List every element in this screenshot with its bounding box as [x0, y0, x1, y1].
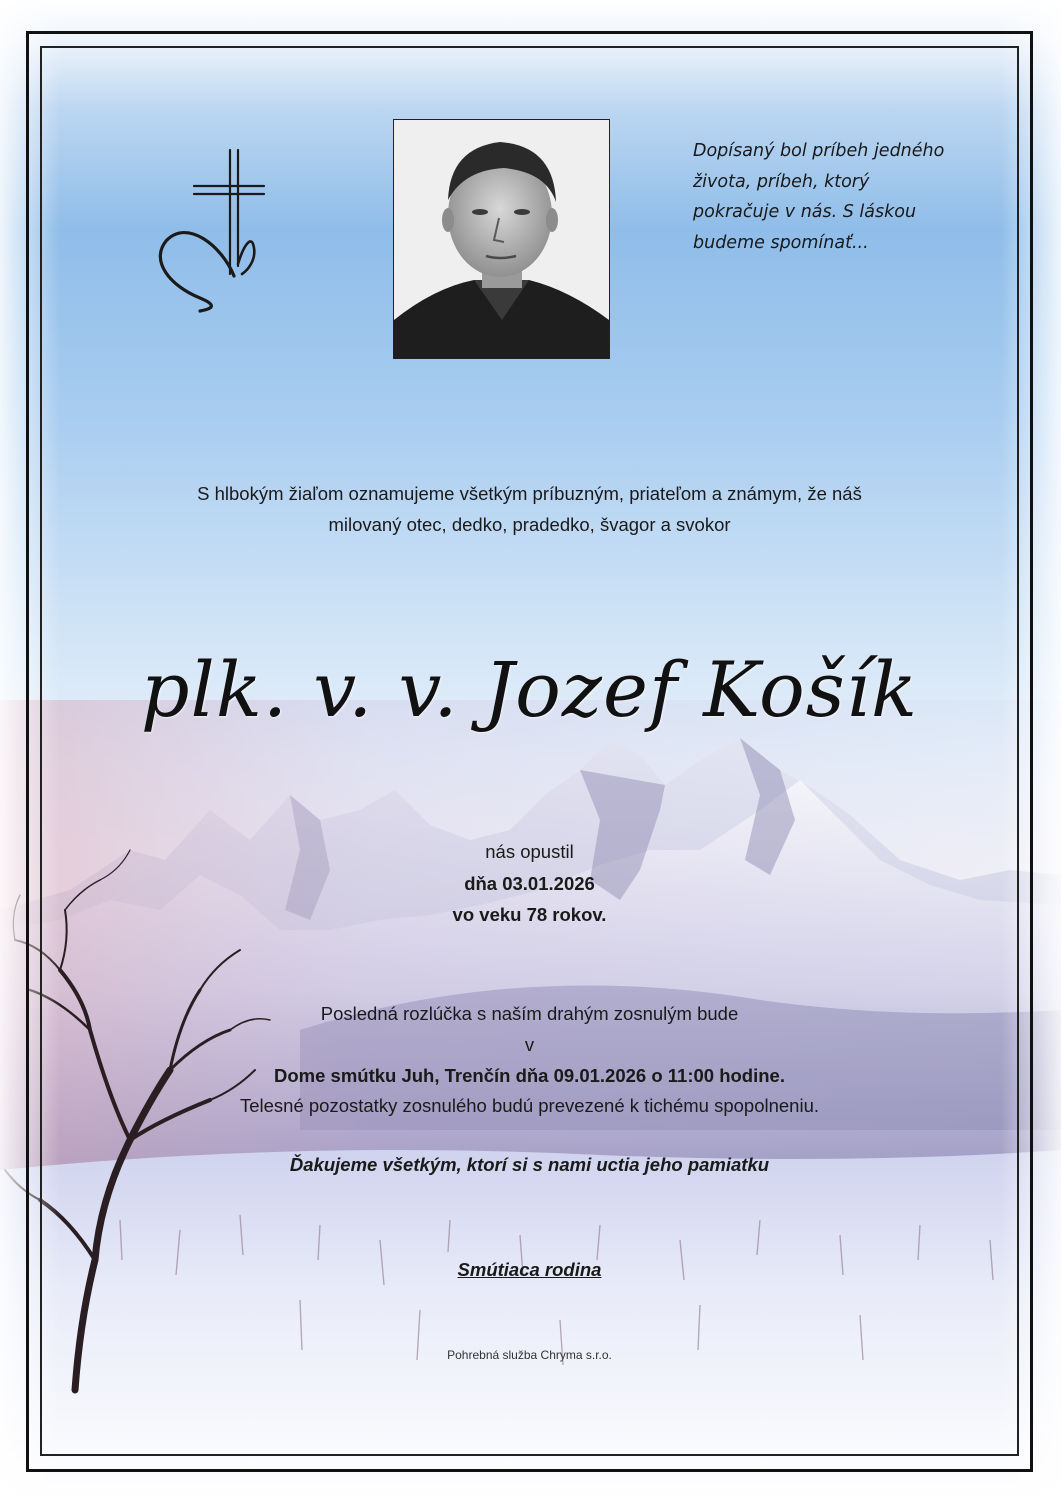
- portrait-photo: [393, 119, 610, 359]
- announcement-line: S hlbokým žiaľom oznamujeme všetkým príbuzným, priateľom a známym, že náš: [197, 483, 862, 504]
- quote-line: života, príbeh, ktorý: [693, 171, 870, 192]
- quote-line: pokračuje v nás. S láskou: [693, 202, 917, 222]
- announcement-line: milovaný otec, dedko, pradedko, švagor a svokor: [328, 514, 731, 535]
- funeral-service-credit: Pohrebná služba Chryma s.r.o.: [447, 1348, 612, 1362]
- funeral-line-2: [40, 1029, 1019, 1091]
- portrait-photo-image: [394, 120, 609, 358]
- death-date: dňa 03.01.2026: [464, 872, 595, 894]
- cross-heart-icon: [152, 146, 272, 316]
- memorial-quote: [693, 136, 993, 258]
- funeral-line-1: Posledná rozlúčka s naším drahým zosnulým bude: [320, 1003, 739, 1024]
- death-info: [40, 836, 1019, 931]
- announcement-text: [40, 478, 1019, 540]
- death-date-line: [40, 836, 1019, 899]
- funeral-place-time: Dome smútku Juh, Trenčín dňa 09.01.2026 o 11:00 hodine.: [274, 1065, 785, 1086]
- thanks-line: Ďakujeme všetkým, ktorí si s nami uctia jeho pamiatku: [289, 1154, 770, 1175]
- death-prefix: nás opustil: [485, 841, 574, 862]
- death-age: vo veku 78 rokov.: [452, 904, 607, 925]
- funeral-prefix: v: [524, 1034, 535, 1055]
- quote-line: budeme spomínať...: [693, 232, 869, 253]
- deceased-name: plk. v. v. Jozef Košík: [140, 645, 919, 734]
- family-signature: Smútiaca rodina: [457, 1259, 602, 1280]
- funeral-info: [40, 998, 1019, 1091]
- remains-note: Telesné pozostatky zosnulého budú prevezené k tichému spopolneniu.: [239, 1095, 820, 1116]
- quote-line: Dopísaný bol príbeh jedného: [693, 141, 945, 161]
